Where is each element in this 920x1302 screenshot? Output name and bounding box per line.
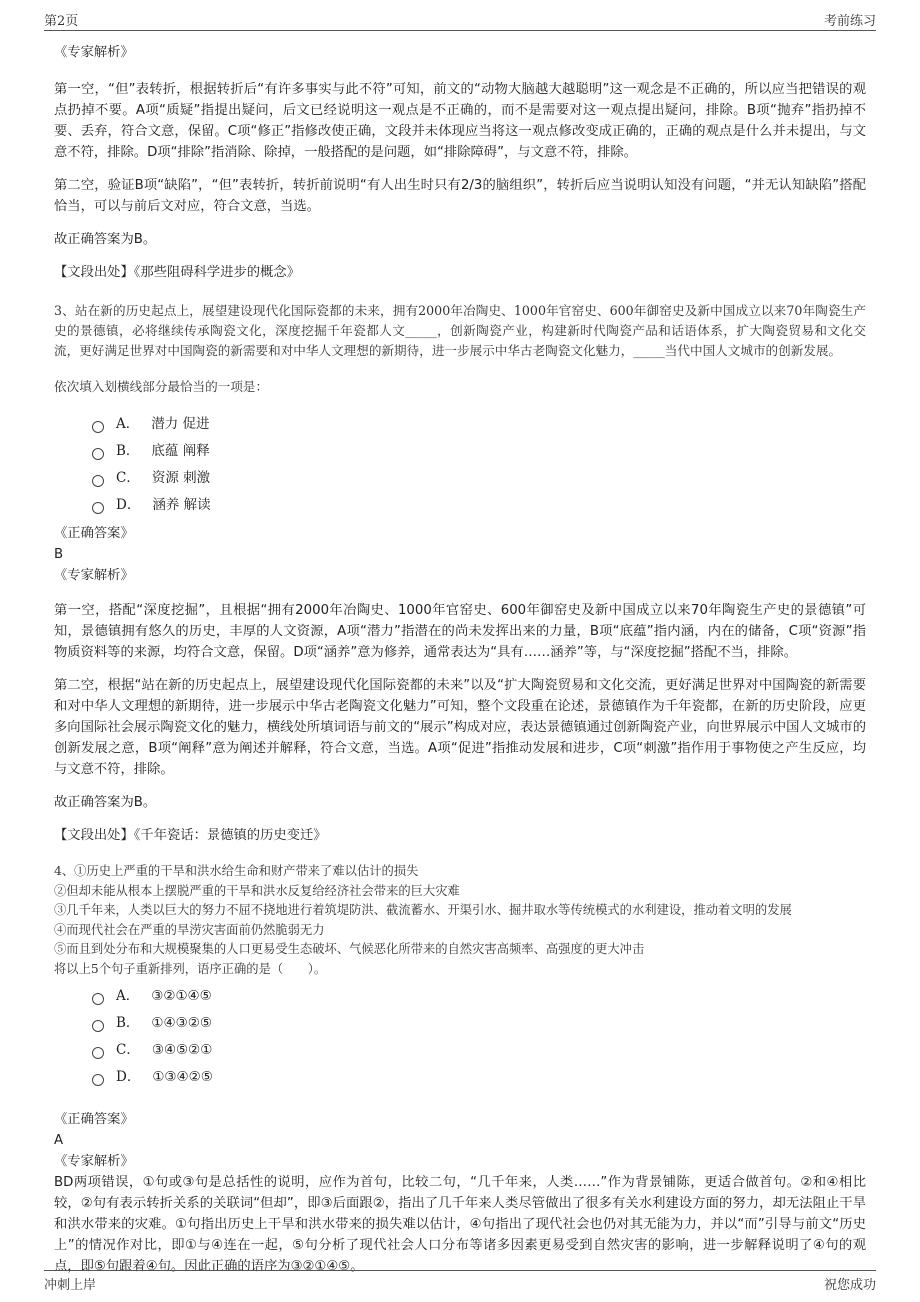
option-letter: D． — [116, 497, 141, 513]
sentence-line: ④而现代社会在严重的旱涝灾害面前仍然脆弱无力 — [54, 922, 325, 937]
page-header — [44, 8, 876, 31]
question-stem: 3、站在新的历史起点上，展望建设现代化国际瓷都的未来，拥有2000年冶陶史、1000年官窑史、600年御窑史及新中国成立以来70年陶瓷生产史的景德镇，必将继续传承陶瓷文化，深度挖掘千年瓷都人文_____，创新陶瓷产业，构建新时代陶瓷产品和话语体系，扩大陶瓷贸易和文化交流，更好满足世界对中国陶瓷的新需要和对中华人文理想的新期待，进一步展示中华古老陶瓷文化魅力，_____当代中国人文城市的创新发展。 — [54, 303, 866, 358]
analysis-paragraph: 第二空，根据“站在新的历史起点上，展望建设现代化国际瓷都的未来”以及“扩大陶瓷贸易和文化交流，更好满足世界对中国陶瓷的新需要和对中华人文理想的新期待，进一步展示中华古老陶瓷文化魅力”可知，整个文段重在论述，景德镇作为千年瓷都，在新的历史阶段，应更多向国际社会展示陶瓷文化的魅力，横线处所填词语与前文的“展示”构成对应，表达景德镇通过创新陶瓷产业，向世界展示中国人文城市的创新发展之意，B项“阐释”意为阐述并解释，符合文意，当选。A项“促进”指推动发展和进步，C项“刺激”指作用于事物使之产生反应，均与文意不符，排除。 — [54, 678, 866, 777]
analysis-paragraph: 第一空，搭配“深度挖掘”，且根据“拥有2000年冶陶史、1000年官窑史、600年御窑史及新中国成立以来70年陶瓷生产史的景德镇”可知，景德镇拥有悠久的历史，丰厚的人文资源，A项“潜力”指潜在的尚未发挥出来的力量，B项“底蕴”指内涵，内在的储备，C项“资源”指物质资料等的来源，均符合文意，保留。D项“涵养”意为修养，通常表达为“具有……涵养”等，与“深度挖掘”搭配不当，排除。 — [54, 603, 866, 660]
correct-answer-label: 《正确答案》 — [54, 526, 134, 541]
footer-left-text: 冲刺上岸 — [44, 1278, 97, 1293]
sentence-line: ②但却未能从根本上摆脱严重的干旱和洪水反复给经济社会带来的巨大灾难 — [54, 883, 460, 898]
expert-analysis-label: 《专家解析》 — [54, 1154, 134, 1169]
source-citation: 【文段出处】《千年瓷话：景德镇的历史变迁》 — [54, 828, 327, 843]
option-b[interactable] — [92, 438, 866, 465]
option-c[interactable] — [92, 465, 866, 492]
sentence-line: 4、①历史上严重的干旱和洪水给生命和财产带来了难以估计的损失 — [54, 864, 419, 878]
question-prompt: 依次填入划横线部分最恰当的一项是： — [54, 379, 269, 394]
page-footer — [44, 1270, 876, 1293]
conclusion: 故正确答案为B。 — [54, 232, 157, 247]
question-prompt: 将以上5个句子重新排列，语序正确的是（ ）。 — [54, 961, 327, 976]
radio-icon[interactable] — [92, 993, 104, 1005]
option-b[interactable] — [92, 1010, 866, 1037]
option-text: 潜力 促进 — [151, 416, 210, 432]
expert-analysis-label: 《专家解析》 — [54, 45, 134, 60]
option-text: ③④⑤②① — [151, 1042, 213, 1058]
radio-icon[interactable] — [92, 475, 104, 487]
option-d[interactable] — [92, 1064, 866, 1091]
option-text: 底蕴 阐释 — [151, 443, 210, 459]
option-letter: B． — [116, 443, 140, 459]
analysis-paragraph: BD两项错误，①句或③句是总括性的说明，应作为首句，比较二句，“几千年来，人类……”作为背景铺陈，更适合做首句。②和④相比较，②句有表示转折关系的关联词“但却”，即③后面跟②，指出了几千年来人类尽管做出了很多有关水利建设方面的努力，却无法阻止干旱和洪水带来的灾难。①句指出历史上干旱和洪水带来的损失难以估计，④句指出了现代社会也仍对其无能为力，并以“而”引导与前文“历史上”的情况作对比，即①与④连在一起，⑤句分析了现代社会人口分布等诸多因素更易受到自然灾害的影响，进一步解释说明了④句的观点，即⑤句跟着④句。因此正确的语序为③②①④⑤。 — [54, 1175, 866, 1274]
expert-analysis-label: 《专家解析》 — [54, 568, 134, 583]
sentence-line: ③几千年来，人类以巨大的努力不屈不挠地进行着筑堤防洪、截流蓄水、开渠引水、掘井取水等传统模式的水利建设，推动着文明的发展 — [54, 903, 792, 917]
footer-right-text: 祝您成功 — [823, 1278, 876, 1293]
option-letter: D． — [116, 1069, 141, 1085]
option-text: ③②①④⑤ — [151, 988, 212, 1004]
option-c[interactable] — [92, 1037, 866, 1064]
option-list — [92, 411, 866, 519]
correct-answer: B — [54, 547, 64, 562]
question-4-sentences — [54, 862, 866, 979]
header-title: 考前练习 — [823, 14, 876, 29]
option-letter: A． — [116, 988, 140, 1004]
option-letter: B． — [116, 1015, 140, 1031]
option-text: ①④③②⑤ — [151, 1015, 212, 1031]
analysis-paragraph: 第二空，验证B项“缺陷”，“但”表转折，转折前说明“有人出生时只有2/3的脑组织”，转折后应当说明认知没有问题，“并无认知缺陷”搭配恰当，可以与前后文对应，符合文意，当选。 — [54, 178, 866, 214]
analysis-paragraph: 第一空，“但”表转折，根据转折后“有许多事实与此不符”可知，前文的“动物大脑越大越聪明”这一观念是不正确的，所以应当把错误的观点扔掉不要。A项“质疑”指提出疑问，后文已经说明这一观点是不正确的，而不是需要对这一观点提出疑问，排除。B项“抛弃”指扔掉不要、丢弃，符合文意，保留。C项“修正”指修改使正确，文段并未体现应当将这一观点修改变成正确的，正确的观点是什么并未提出，与文意不符，排除。D项“排除”指消除、除掉，一般搭配的是问题，如“排除障碍”，与文意不符，排除。 — [54, 82, 866, 160]
radio-icon[interactable] — [92, 421, 104, 433]
option-d[interactable] — [92, 492, 866, 519]
option-text: 资源 刺激 — [151, 470, 211, 486]
source-citation: 【文段出处】《那些阻碍科学进步的概念》 — [54, 265, 300, 280]
radio-icon[interactable] — [92, 1074, 104, 1086]
option-letter: C． — [116, 1042, 140, 1058]
correct-answer-label: 《正确答案》 — [54, 1112, 134, 1127]
radio-icon[interactable] — [92, 448, 104, 460]
conclusion: 故正确答案为B。 — [54, 795, 157, 810]
radio-icon[interactable] — [92, 1047, 104, 1059]
option-list — [92, 983, 866, 1091]
page-content — [54, 38, 866, 1277]
option-text: 涵养 解读 — [152, 497, 211, 513]
radio-icon[interactable] — [92, 502, 104, 514]
radio-icon[interactable] — [92, 1020, 104, 1032]
option-a[interactable] — [92, 411, 866, 438]
option-letter: A． — [116, 416, 140, 432]
correct-answer: A — [54, 1133, 64, 1148]
option-letter: C． — [116, 470, 140, 486]
sentence-line: ⑤而且到处分布和大规模聚集的人口更易受生态破坏、气候恶化所带来的自然灾害高频率、高强度的更大冲击 — [54, 942, 645, 956]
page-number: 第2页 — [44, 14, 79, 29]
option-a[interactable] — [92, 983, 866, 1010]
option-text: ①③④②⑤ — [152, 1069, 213, 1085]
